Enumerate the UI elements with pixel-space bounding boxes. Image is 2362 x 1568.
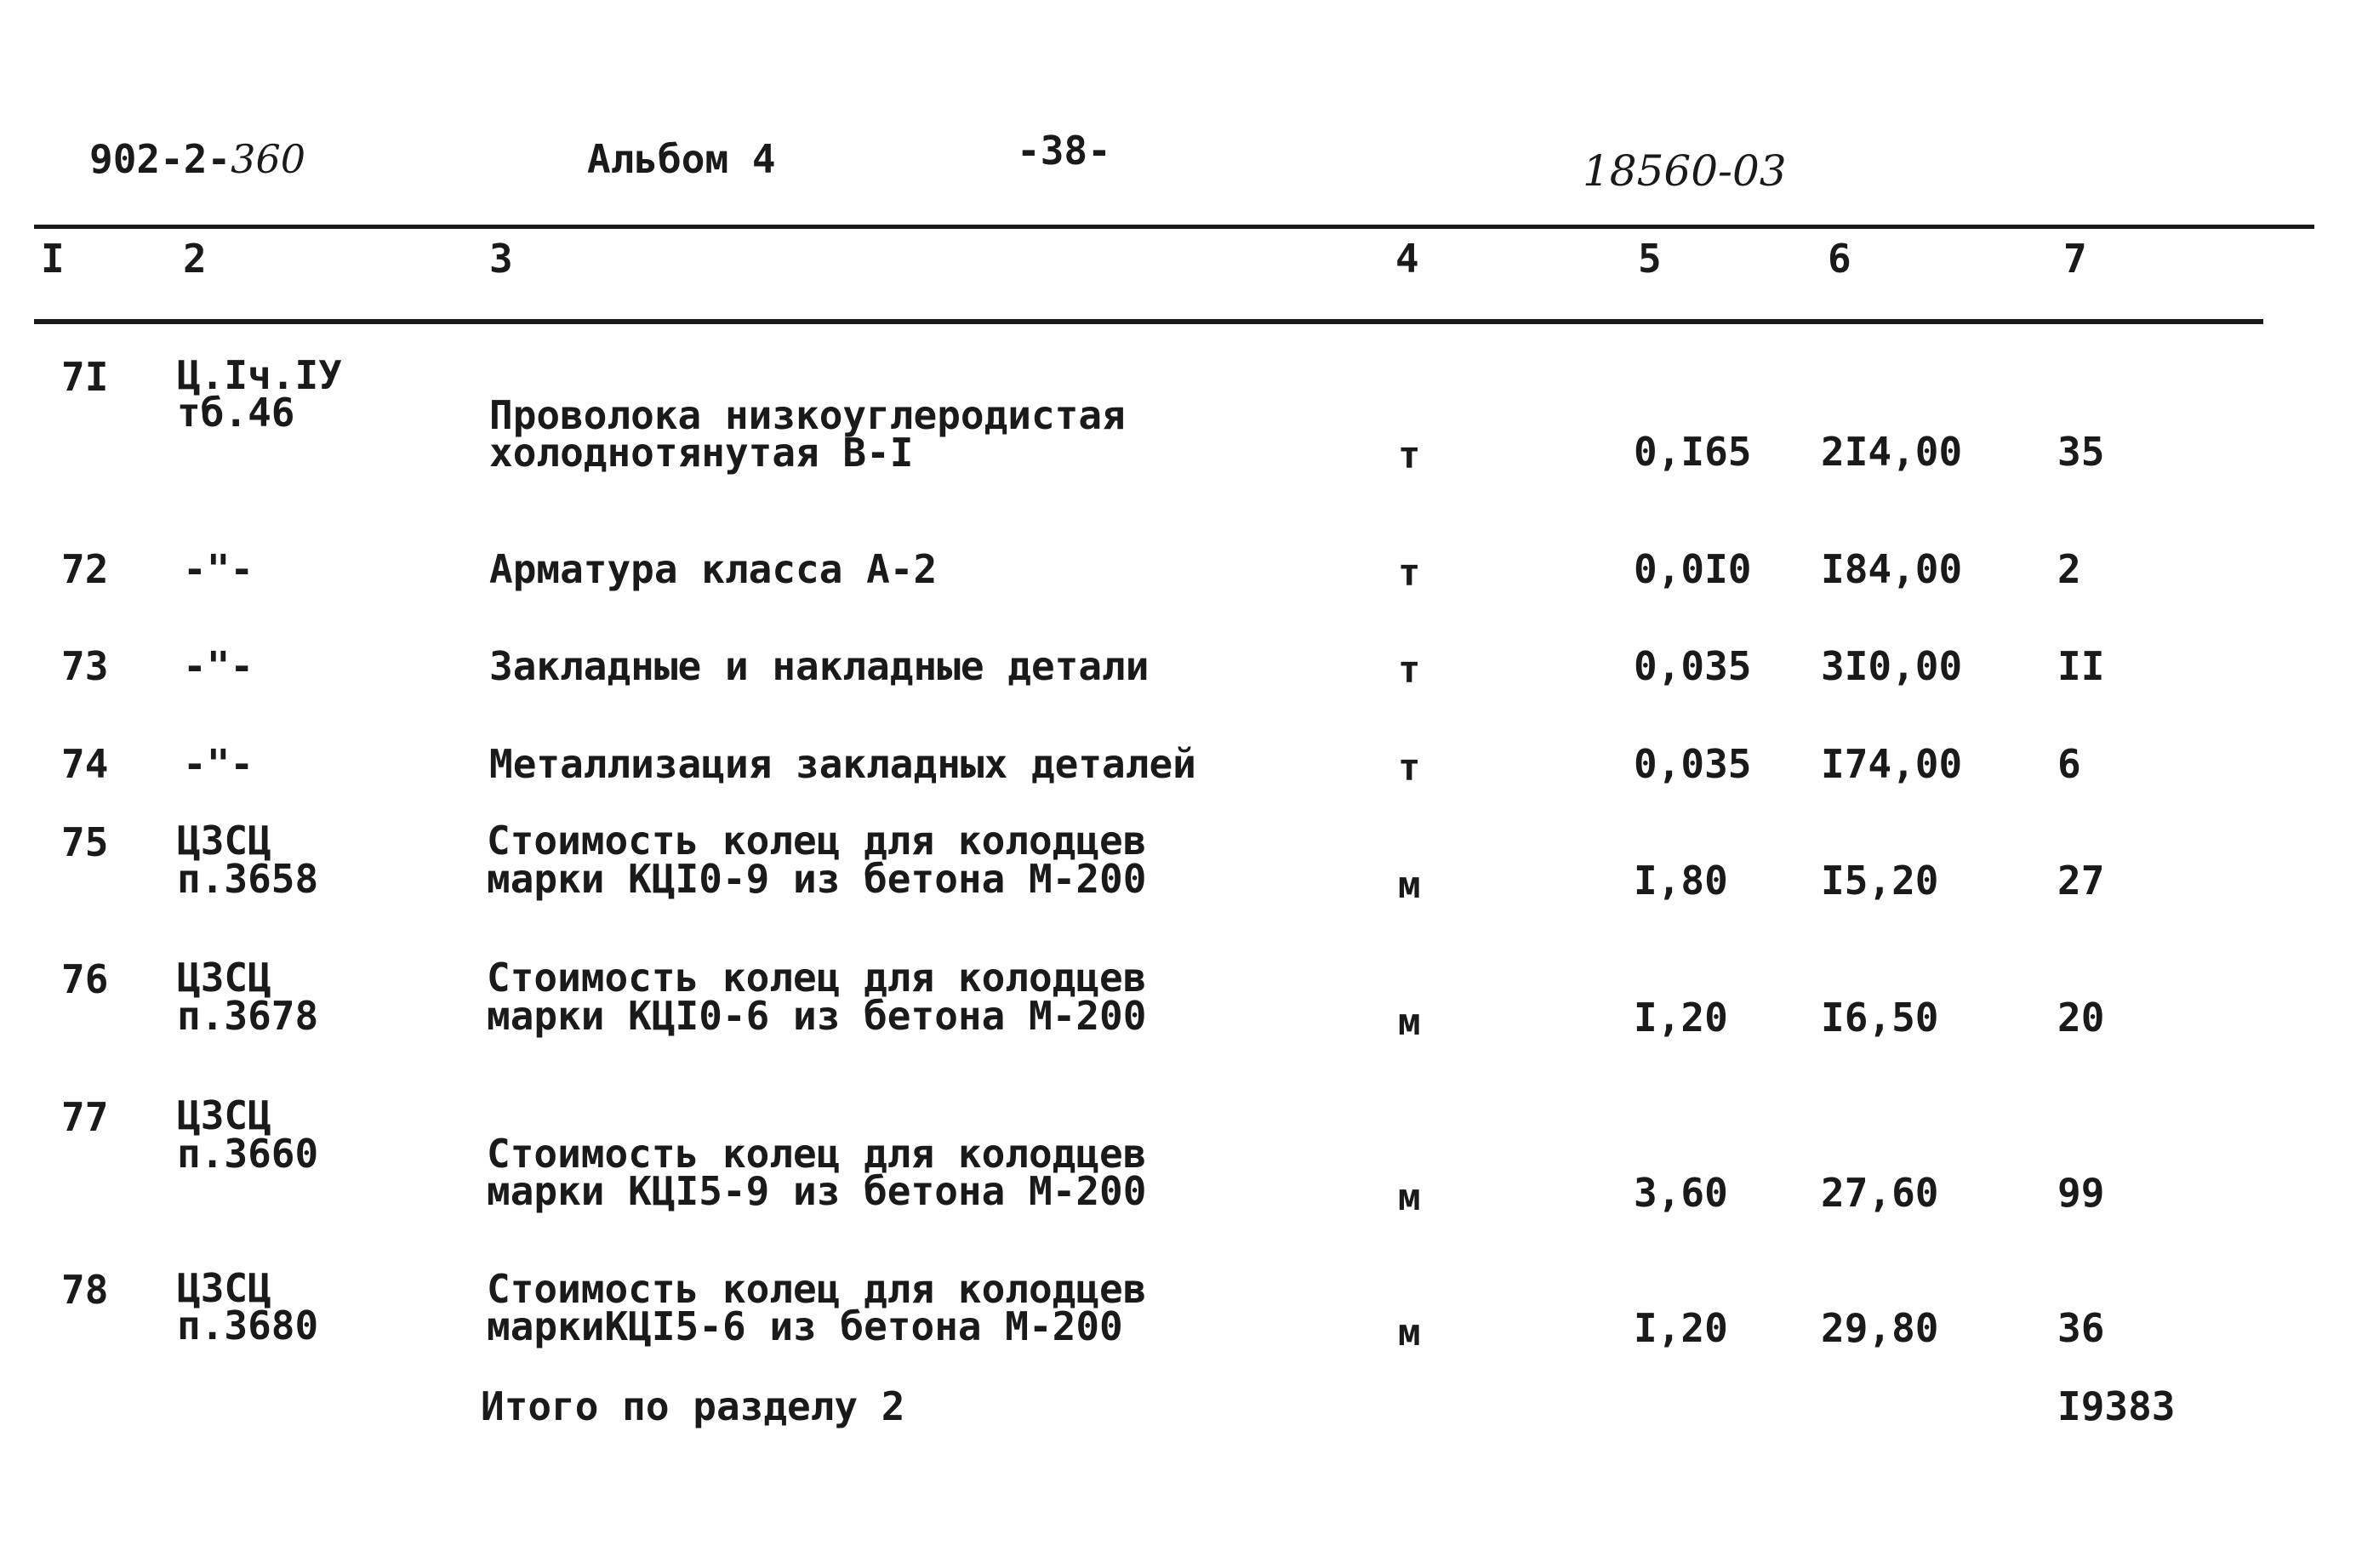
quantity: 0,0I0 <box>1634 546 1752 592</box>
top-rule <box>34 225 2314 229</box>
quantity: I,20 <box>1634 1305 1728 1351</box>
reference: ЦЗСЦ <box>177 1265 271 1311</box>
item-description: Металлизация закладных деталей <box>489 741 1196 787</box>
column-number-1: I <box>41 236 65 282</box>
row-number: 76 <box>61 956 109 1002</box>
unit-price: I74,00 <box>1821 741 1963 787</box>
column-number-6: 6 <box>1828 236 1851 282</box>
item-description: холоднотянутая В-I <box>489 430 914 476</box>
quantity: 0,035 <box>1634 643 1752 689</box>
item-description: Стоимость колец для колодцев <box>487 1266 1147 1312</box>
row-number: 72 <box>61 546 109 592</box>
row-number: 73 <box>61 643 109 689</box>
quantity: 0,035 <box>1634 741 1752 787</box>
item-description: Стоимость колец для колодцев <box>487 818 1147 864</box>
unit: т <box>1398 434 1421 477</box>
unit-price: 2I4,00 <box>1821 429 1963 475</box>
reference: -"- <box>183 643 254 689</box>
unit: м <box>1398 1176 1421 1219</box>
quantity: I,20 <box>1634 995 1728 1041</box>
total-cost: 36 <box>2057 1305 2105 1351</box>
column-number-7: 7 <box>2063 236 2087 282</box>
unit-price: I6,50 <box>1821 995 1939 1041</box>
row-number: 7I <box>61 354 109 400</box>
unit: м <box>1398 1001 1421 1044</box>
item-description: марки КЦI0-6 из бетона М-200 <box>487 993 1147 1039</box>
reference: ЦЗСЦ <box>177 955 271 1001</box>
reference: п.3680 <box>177 1303 319 1348</box>
item-description: марки КЦI5-9 из бетона М-200 <box>487 1168 1147 1214</box>
reference: Ц.Iч.IУ <box>177 352 342 398</box>
document-code-prefix: 902-2- <box>89 136 231 182</box>
row-number: 74 <box>61 741 109 787</box>
unit-price: I5,20 <box>1821 858 1939 904</box>
reference: ЦЗСЦ <box>177 818 271 864</box>
unit: м <box>1398 864 1421 907</box>
unit-price: 29,80 <box>1821 1305 1939 1351</box>
album-label: Альбом 4 <box>587 136 776 182</box>
unit: т <box>1398 746 1421 790</box>
row-number: 77 <box>61 1094 109 1140</box>
total-cost: 20 <box>2057 995 2105 1041</box>
item-description: Закладные и накладные детали <box>489 643 1150 689</box>
unit: т <box>1398 551 1421 595</box>
column-number-2: 2 <box>183 236 207 282</box>
document-code-handwritten: 360 <box>231 136 305 182</box>
reference: -"- <box>183 546 254 592</box>
item-description: марки КЦI0-9 из бетона М-200 <box>487 856 1147 902</box>
total-cost: 99 <box>2057 1170 2105 1216</box>
column-number-3: 3 <box>489 236 513 282</box>
reference: ЦЗСЦ <box>177 1092 271 1138</box>
total-cost: 6 <box>2057 741 2081 787</box>
summary-total: I9383 <box>2057 1383 2176 1429</box>
reference: п.3660 <box>177 1131 319 1177</box>
column-number-5: 5 <box>1638 236 1662 282</box>
quantity: 0,I65 <box>1634 429 1752 475</box>
quantity: 3,60 <box>1634 1170 1728 1216</box>
document-code <box>89 136 305 182</box>
total-cost: 27 <box>2057 858 2105 904</box>
unit: м <box>1398 1311 1421 1354</box>
reference: -"- <box>183 741 254 787</box>
item-description: Арматура класса А-2 <box>489 546 938 592</box>
total-cost: 2 <box>2057 546 2081 592</box>
page-number: -38- <box>1017 128 1111 174</box>
header-bottom-rule <box>34 319 2263 324</box>
unit: т <box>1398 648 1421 692</box>
reference: тб.46 <box>177 390 295 436</box>
handwritten-stamp: 18560-03 <box>1583 146 1787 196</box>
total-cost: II <box>2057 643 2105 689</box>
unit-price: 27,60 <box>1821 1170 1939 1216</box>
unit-price: I84,00 <box>1821 546 1963 592</box>
reference: п.3678 <box>177 993 319 1039</box>
item-description: Проволока низкоуглеродистая <box>489 392 1126 438</box>
reference: п.3658 <box>177 856 319 902</box>
row-number: 75 <box>61 819 109 865</box>
item-description: маркиКЦI5-6 из бетона М-200 <box>487 1303 1123 1349</box>
item-description: Стоимость колец для колодцев <box>487 1131 1147 1177</box>
column-number-4: 4 <box>1395 236 1419 282</box>
total-cost: 35 <box>2057 429 2105 475</box>
unit-price: 3I0,00 <box>1821 643 1963 689</box>
summary-label: Итого по разделу 2 <box>481 1383 905 1429</box>
quantity: I,80 <box>1634 858 1728 904</box>
row-number: 78 <box>61 1267 109 1313</box>
item-description: Стоимость колец для колодцев <box>487 955 1147 1001</box>
